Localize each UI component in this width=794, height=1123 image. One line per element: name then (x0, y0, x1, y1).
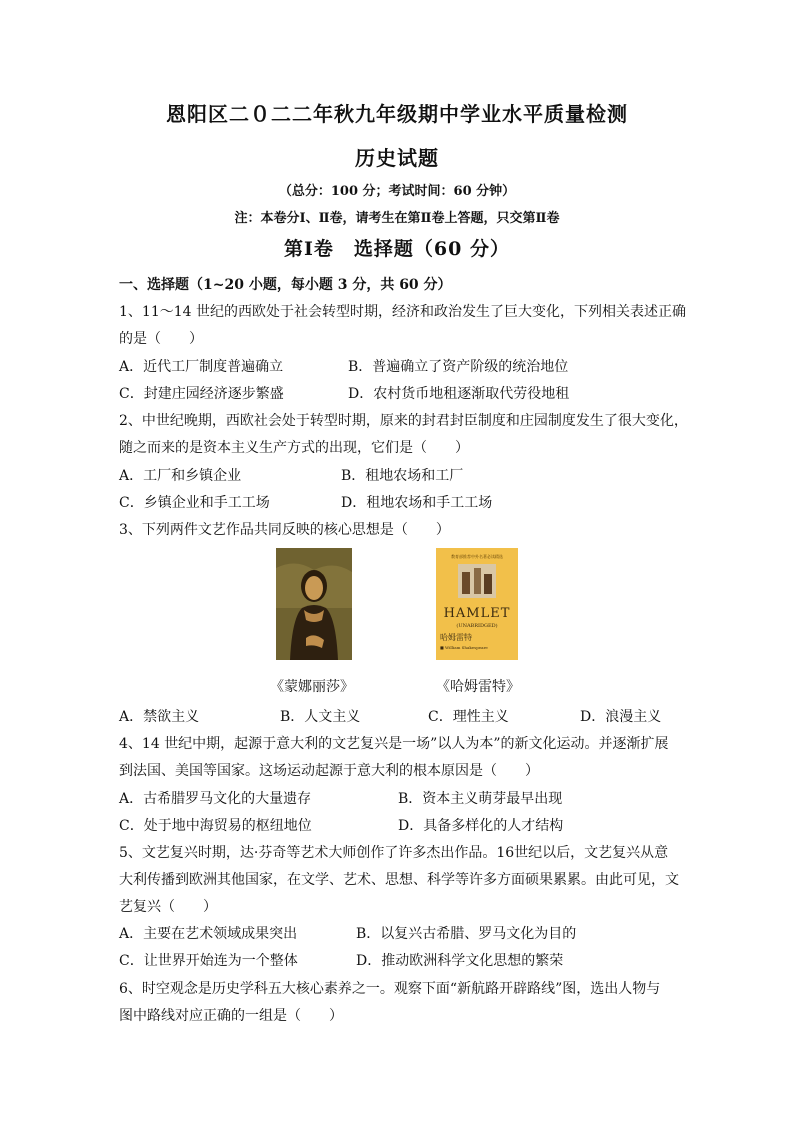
book-author: ■ William Shakespeare (440, 645, 488, 650)
question-5-option-c: C．让世界开始连为一个整体 (119, 953, 298, 969)
question-5-line-2: 大利传播到欧洲其他国家，在文学、艺术、思想、科学等许多方面硕果累累。由此可见，文 (119, 872, 679, 888)
question-4-line-1: 4、14 世纪中期，起源于意大利的文艺复兴是一场”以人为本”的新文化运动。并逐渐扩展 (119, 736, 669, 752)
exam-title: 恩阳区二０二二年秋九年级期中学业水平质量检测 (166, 102, 628, 126)
question-5-option-d: D．推动欧洲科学文化思想的繁荣 (356, 953, 564, 969)
question-1-option-c: C．封建庄园经济逐步繁盛 (119, 386, 284, 402)
question-3-line-1: 3、下列两件文艺作品共同反映的核心思想是（ ） (119, 522, 450, 538)
hamlet-book-cover (436, 548, 518, 660)
question-5-line-1: 5、文艺复兴时期，达·芬奇等艺术大师创作了许多杰出作品。16世纪以后，文艺复兴从意 (119, 845, 669, 861)
question-5-line-3: 艺复兴（ ） (119, 899, 217, 915)
mona-lisa-image (276, 548, 352, 660)
question-2-option-b: B．租地农场和工厂 (341, 468, 464, 484)
question-5-option-b: B．以复兴古希腊、罗马文化为目的 (356, 926, 577, 942)
exam-note: 注：本卷分Ⅰ、Ⅱ卷，请考生在第Ⅱ卷上答题，只交第Ⅱ卷 (234, 211, 560, 226)
question-4-option-d: D．具备多样化的人才结构 (398, 818, 564, 834)
question-4-option-c: C．处于地中海贸易的枢纽地位 (119, 818, 312, 834)
hamlet-caption: 《哈姆雷特》 (436, 679, 520, 695)
part-title: 第Ⅰ卷 选择题（60 分） (284, 238, 510, 260)
mona-lisa-caption: 《蒙娜丽莎》 (270, 679, 354, 695)
question-4-option-a: A．古希腊罗马文化的大量遗存 (119, 791, 312, 807)
book-title: HAMLET (443, 606, 511, 621)
question-2-option-d: D．租地农场和手工工场 (341, 495, 493, 511)
question-2-option-a: A．工厂和乡镇企业 (119, 468, 242, 484)
question-3-option-a: A．禁欲主义 (119, 709, 200, 725)
question-1-line-2: 的是（ ） (119, 331, 203, 347)
question-4-option-b: B．资本主义萌芽最早出现 (398, 791, 563, 807)
score-time-info: （总分：100 分；考试时间：60 分钟） (278, 184, 516, 199)
question-3-option-d: D．浪漫主义 (580, 709, 662, 725)
question-3-option-c: C．理性主义 (428, 709, 509, 725)
question-4-line-2: 到法国、美国等国家。这场运动起源于意大利的根本原因是（ ） (119, 763, 539, 779)
question-2-option-c: C．乡镇企业和手工工场 (119, 495, 270, 511)
book-top-text: 教育部推荐中外名著必读精选 (451, 554, 503, 559)
mona-lisa-painting (276, 548, 352, 660)
book-subtitle: (UNABRIDGED) (456, 623, 498, 629)
question-1-option-d: D．农村货币地租逐渐取代劳役地租 (348, 386, 570, 402)
section-heading: 一、选择题（1~20 小题，每小题 3 分，共 60 分） (119, 277, 452, 293)
question-3-option-b: B．人文主义 (280, 709, 361, 725)
question-2-line-1: 2、中世纪晚期，西欧社会处于转型时期，原来的封君封臣制度和庄园制度发生了很大变化， (119, 413, 688, 429)
exam-subtitle: 历史试题 (355, 146, 439, 170)
book-chinese-title: 哈姆雷特 (440, 633, 472, 642)
question-1-option-b: B．普遍确立了资产阶级的统治地位 (348, 359, 569, 375)
question-5-option-a: A．主要在艺术领域成果突出 (119, 926, 298, 942)
question-1-line-1: 1、11～14 世纪的西欧处于社会转型时期，经济和政治发生了巨大变化，下列相关表述正确 (119, 304, 686, 320)
question-6-line-2: 图中路线对应正确的一组是（ ） (119, 1008, 343, 1024)
question-1-option-a: A．近代工厂制度普遍确立 (119, 359, 284, 375)
question-6-line-1: 6、时空观念是历史学科五大核心素养之一。观察下面“新航路开辟路线”图，选出人物与 (119, 981, 661, 997)
book-cover-illustration (458, 564, 496, 598)
question-2-line-2: 随之而来的是资本主义生产方式的出现，它们是（ ） (119, 440, 469, 456)
